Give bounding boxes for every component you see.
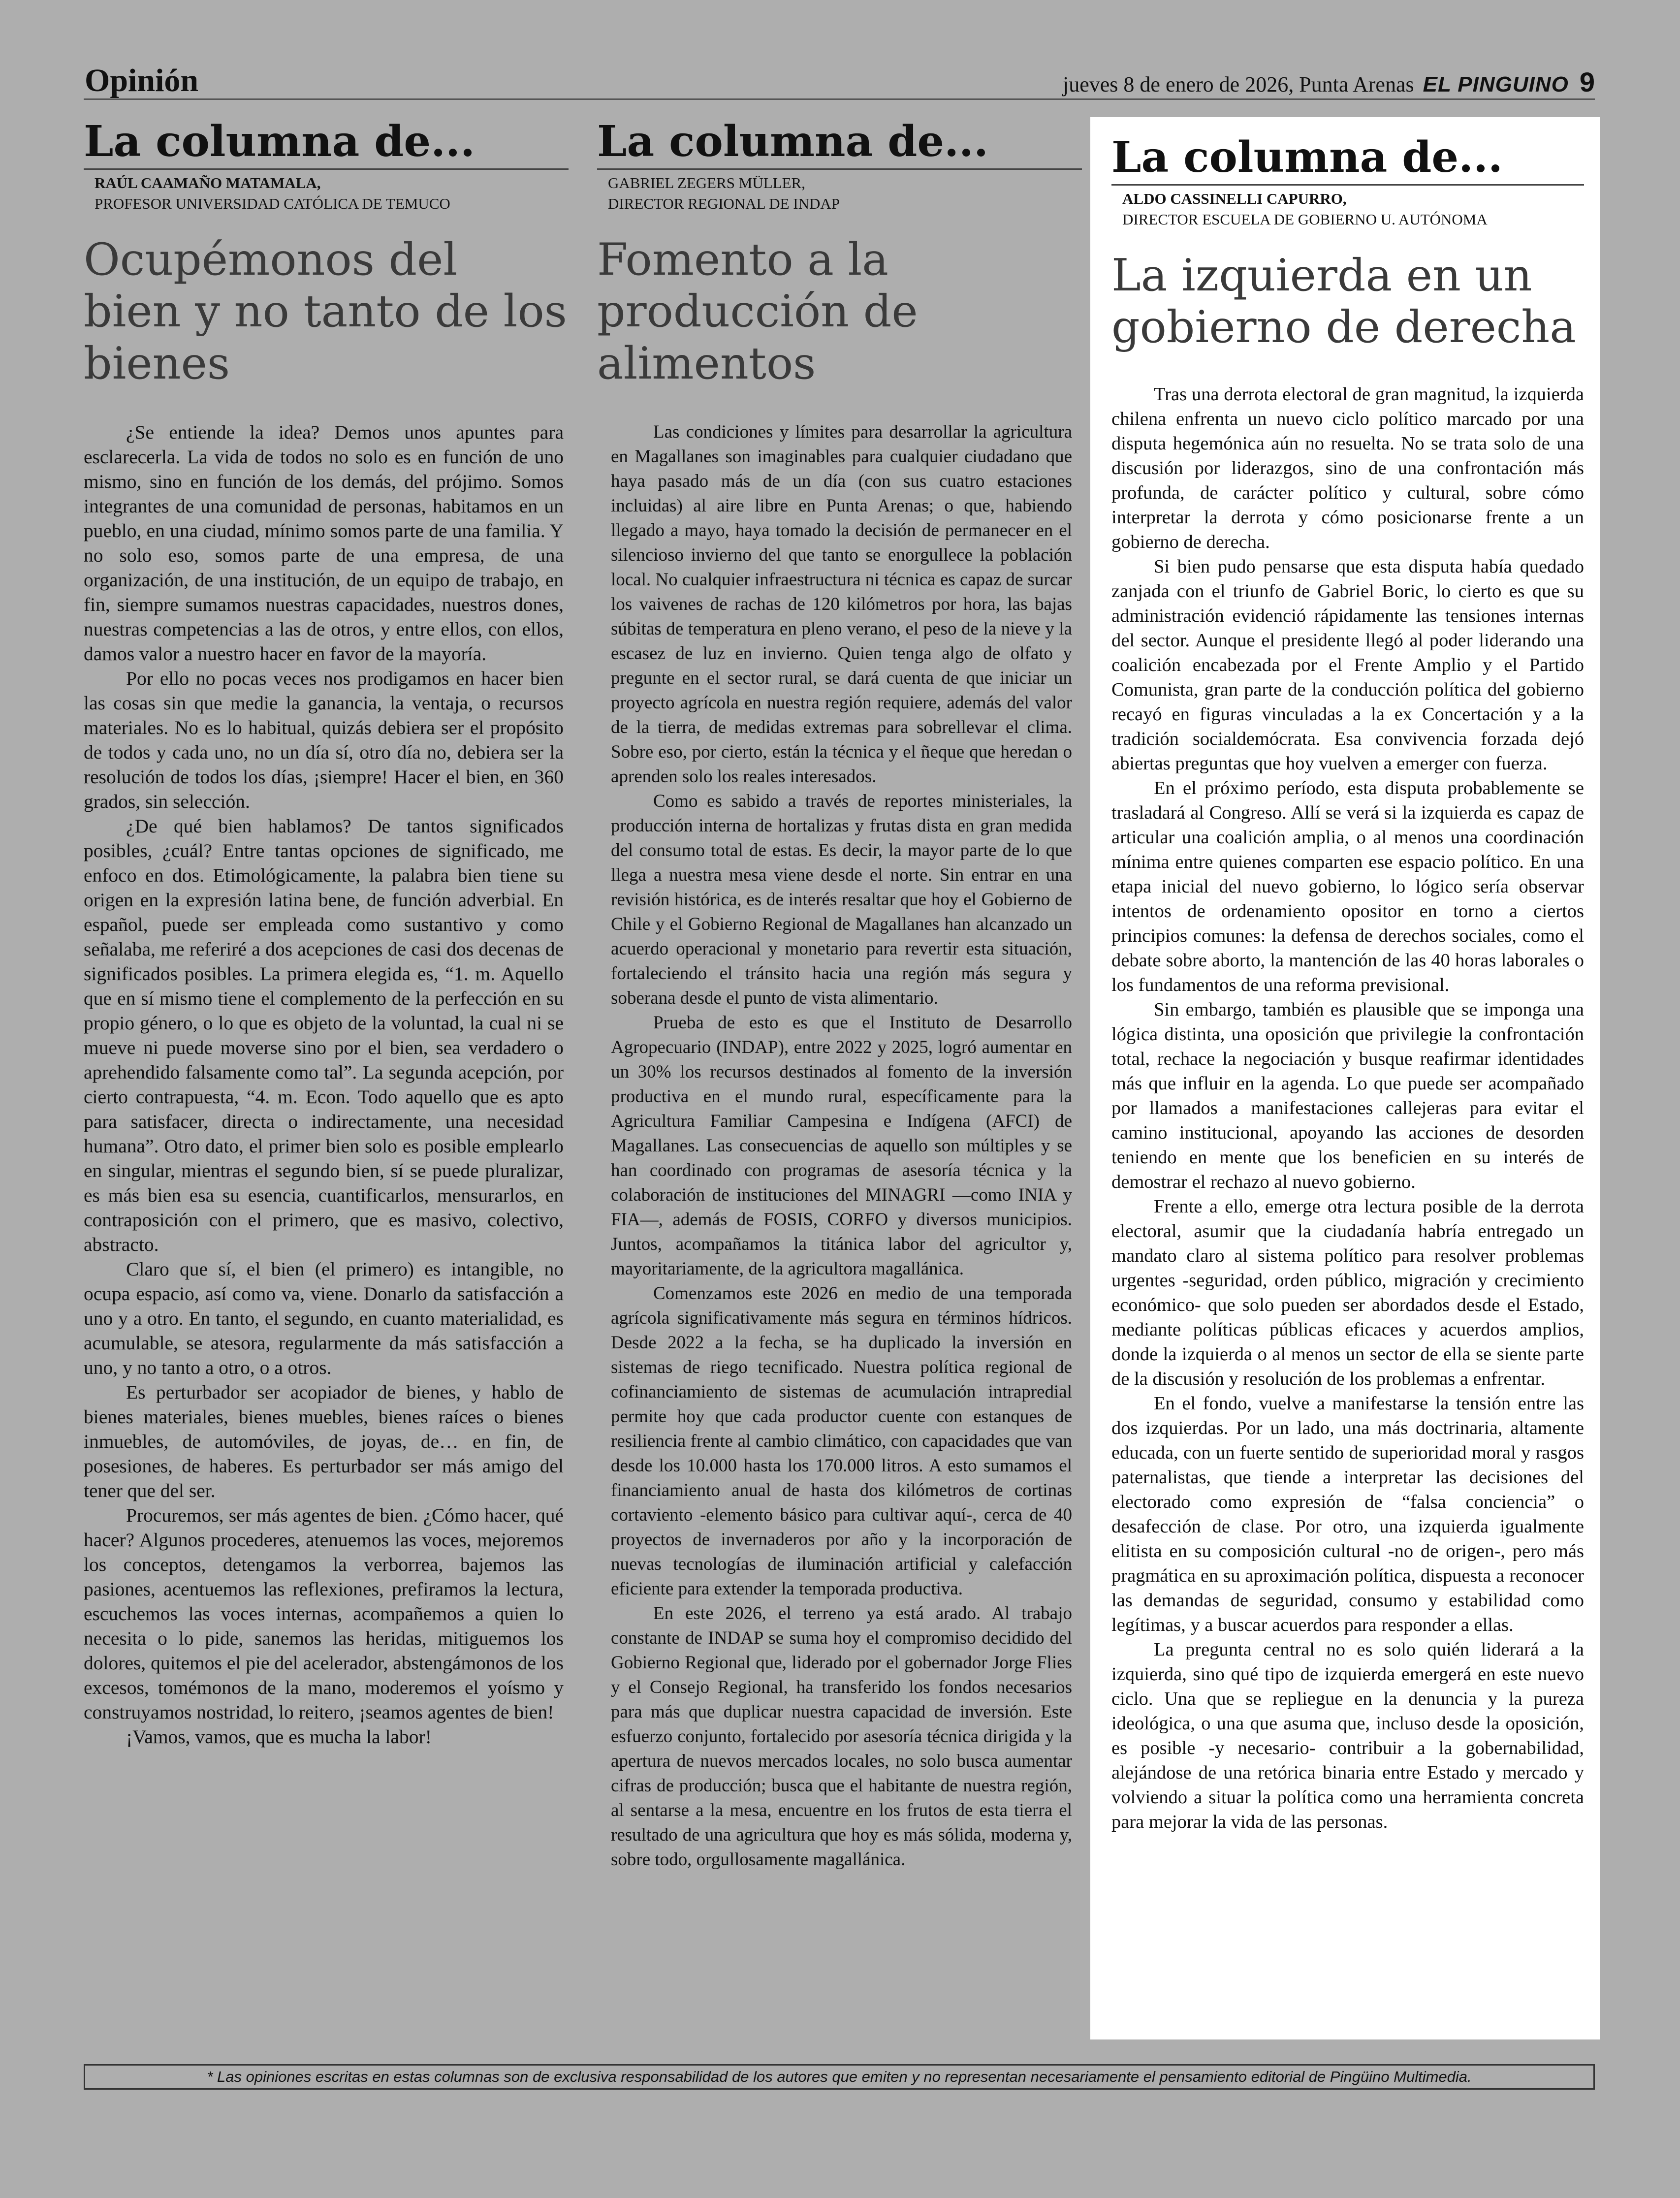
disclaimer-footnote: * Las opiniones escritas en estas columnas son de exclusiva responsabilidad de los autores que emiten y no representan necesariamente el pensamiento editorial de Pingüino Multimedia. [84,2064,1595,2090]
author-byline [1122,189,1584,230]
column-kicker: La columna de... [84,118,569,170]
paragraph: ¿Se entiende la idea? Demos unos apuntes para esclarecerla. La vida de todos no solo es en función de uno mismo, sino en función de los demás, del prójimo. Somos integrantes de una comunidad de personas, habitamos en un pueblo, en una ciudad, mínimo somos parte de una familia. Y no solo eso, somos parte de una empresa, de una organización, de una institución, de un equipo de trabajo, en fin, siempre sumamos nuestras capacidades, nuestros dones, nuestras competencias a las de otros, y entre ellos, con ellos, damos valor a nuestro hacer en favor de la mayoría. [84,421,564,665]
article-headline: La izquierda en un gobierno de derecha [1111,250,1576,353]
paragraph: Es perturbador ser acopiador de bienes, y hablo de bienes materiales, bienes muebles, bienes raíces o bienes inmuebles, de automóviles, de joyas, de… en fin, de posesiones, de haberes. Es perturbador ser más amigo del tener que del ser. [84,1381,564,1501]
paragraph: Tras una derrota electoral de gran magnitud, la izquierda chilena enfrenta un nuevo ciclo político marcado por una disputa hegemónica aún no resuelta. No se trata solo de una discusión por liderazgos, sino de una confrontación más profunda, de carácter político y cultural, sobre cómo interpretar la derrota y cómo posicionarse frente a un gobierno de derecha. [1111,383,1584,552]
paragraph: ¡Vamos, vamos, que es mucha la labor! [126,1725,432,1748]
article-body [84,420,569,1749]
column-1 [84,118,569,2038]
paragraph: Claro que sí, el bien (el primero) es intangible, no ocupa espacio, así como va, viene. Donarlo da satisfacción a uno y a otro. En tanto, el segundo, en cuanto materialidad, es acumulable, se atesora, regularmente da más satisfacción a uno, y no tanto a otro, o a otros. [84,1258,564,1378]
page-header [84,59,1595,100]
author-role: DIRECTOR ESCUELA DE GOBIERNO U. AUTÓNOMA [1122,211,1488,228]
section-title: Opinión [85,63,199,98]
author-name: RAÚL CAAMAÑO MATAMALA, [95,174,321,192]
author-role: PROFESOR UNIVERSIDAD CATÓLICA DE TEMUCO [95,195,450,213]
author-byline [95,173,569,214]
paragraph: ¿De qué bien hablamos? De tantos significados posibles, ¿cuál? Entre tantas opciones de significado, me enfoco en dos. Etimológicamente, la palabra bien tiene su origen en la expresión latina bene, de función adverbial. En español, puede ser empleada como sustantivo y como señalaba, me referiré a dos acepciones de casi dos decenas de significados posibles. La primera elegida es, “1. m. Aquello que en sí mismo tiene el complemento de la perfección en su propio género, o lo que es objeto de la voluntad, la cual ni se mueve ni puede moverse sino por el bien, sea verdadero o aprehendido falsamente como tal”. La segunda acepción, por cierto contrapuesta, “4. m. Econ. Todo aquello que es apto para satisfacer, directa o indirectamente, una necesidad humana”. Otro dato, el primer bien solo es posible emplearlo en singular, mientras el segundo bien, sí se puede pluralizar, es más bien esa su esencia, cuantificarlos, mensurarlos, en contraposición con el primero, que es masivo, colectivo, abstracto. [84,815,564,1255]
article-body [1111,382,1584,1834]
paragraph: Prueba de esto es que el Instituto de Desarrollo Agropecuario (INDAP), entre 2022 y 2025, logró aumentar en un 30% los recursos destinados al fomento de la inversión productiva en el mundo rural, específicamente para la Agricultura Familiar Campesina e Indígena (AFCI) de Magallanes. Las consecuencias de aquello son múltiples y se han coordinado con programas de asesoría técnica y la colaboración de instituciones del MINAGRI —como INIA y FIA—, además de FOSIS, CORFO y diversos municipios. Juntos, acompañamos la titánica labor del agricultor y, mayoritariamente, de la agricultora magallánica. [611,1012,1072,1279]
paragraph: La pregunta central no es solo quién liderará a la izquierda, sino qué tipo de izquierda emergerá en este nuevo ciclo. Una que se repliegue en la denuncia y la pureza ideológica, o una que asuma que, incluso desde la oposición, es posible -y necesario- contribuir a la gobernabilidad, alejándose de una retórica binaria entre Estado y mercado y volviendo a situar la política como una herramienta concreta para mejorar la vida de las personas. [1111,1639,1584,1832]
paragraph: Procuremos, ser más agentes de bien. ¿Cómo hacer, qué hacer? Algunos procederes, atenuemos las voces, mejoremos los conceptos, detengamos la verborrea, bajemos las pasiones, acentuemos las reflexiones, prefiramos la lectura, escuchemos las voces internas, acompañemos a quien lo necesita o lo pide, sanemos las heridas, mitiguemos los dolores, quitemos el pie del acelerador, abstengámonos de los excesos, tomémonos de la mano, moderemos el yoísmo y construyamos nostridad, lo reitero, ¡seamos agentes de bien! [84,1504,564,1723]
paragraph: Comenzamos este 2026 en medio de una temporada agrícola significativamente más segura en términos hídricos. Desde 2022 a la fecha, se ha duplicado la inversión en sistemas de riego tecnificado. Nuestra política regional de cofinanciamiento de sistemas de acumulación intrapredial permite hoy que cada productor cuente con estanques de resiliencia frente al cambio climático, con capacidades que van desde los 10.000 hasta los 170.000 litros. A esto sumamos el financiamiento anual de hasta dos kilómetros de cortinas cortaviento -elemento básico para cultivar aquí-, cerca de 40 proyectos de invernaderos por año y la incorporación de nuevas tecnologías de iluminación artificial y calefacción eficiente para extender la temporada productiva. [611,1283,1072,1599]
author-name: ALDO CASSINELLI CAPURRO, [1122,190,1347,208]
paragraph: Sin embargo, también es plausible que se imponga una lógica distinta, una oposición que privilegie la confrontación total, rechace la negociación y busque reafirmar identidades más que influir en la agenda. Lo que puede ser acompañado por llamados a manifestaciones callejeras para evitar el camino institucional, apoyando las acciones de desorden teniendo en mente que los beneficien en su interés de demostrar el rechazo al nuevo gobierno. [1111,999,1584,1192]
paragraph: Las condiciones y límites para desarrollar la agricultura en Magallanes son imaginables para cualquier ciudadano que haya pasado más de un día (con sus cuatro estaciones incluidas) al aire libre en Punta Arenas; o que, habiendo llegado a mayo, haya tomado la decisión de permanecer en el silencioso invierno del que tanto se enorgullece la población local. No cualquier infraestructura ni técnica es capaz de surcar los vaivenes de rachas de 120 kilómetros por hora, las bajas súbitas de temperatura en pleno verano, el peso de la nieve y la escasez de luz en invierno. Quien tenga algo de olfato y pregunte en el sector rural, se dará cuenta de que iniciar un proyecto agrícola en nuestra región requiere, además del valor de la tierra, de medidas extremas para sobrellevar el clima. Sobre eso, por cierto, están la técnica y el ñeque que heredan o aprenden solo los reales interesados. [611,421,1072,787]
author-role: DIRECTOR REGIONAL DE INDAP [608,195,840,213]
column-2 [597,118,1082,2038]
paragraph: En este 2026, el terreno ya está arado. Al trabajo constante de INDAP se suma hoy el compromiso decidido del Gobierno Regional que, liderado por el gobernador Jorge Flies y el Consejo Regional, ha transferido los fondos necesarios para más que duplicar nuestra capacidad de inversión. Este esfuerzo conjunto, fortalecido por asesoría técnica dirigida y la apertura de nuevos mercados locales, no solo busca aumentar cifras de producción; busca que el habitante de nuestra región, al sentarse a la mesa, encuentre en los frutos de esta tierra el resultado de una agricultura que hoy es más sólida, moderna y, sobre todo, orgullosamente magallánica. [611,1603,1072,1870]
author-name: GABRIEL ZEGERS MÜLLER, [608,174,805,192]
issue-date: jueves 8 de enero de 2026, Punta Arenas [1063,72,1414,96]
author-byline [608,173,1082,214]
paragraph: Si bien pudo pensarse que esta disputa había quedado zanjada con el triunfo de Gabriel Boric, lo cierto es que su administración evidenció rápidamente las tensiones internas del sector. Aunque el presidente llegó al poder liderando una coalición encabezada por el Frente Amplio y el Partido Comunista, gran parte de la conducción política del gobierno recayó en figuras vinculadas a la ex Concertación y a la tradición socialdemócrata. Esa convivencia forzada dejó abiertas preguntas que hoy vuelven a emerger con fuerza. [1111,556,1584,774]
paragraph: En el fondo, vuelve a manifestarse la tensión entre las dos izquierdas. Por un lado, una más doctrinaria, altamente educada, con un fuerte sentido de superioridad moral y rasgos paternalistas, que tiende a interpretar las decisiones del electorado como expresión de “falsa conciencia” o desafección de clase. Por otro, una izquierda igualmente elitista en su composición cultural -no de origen-, pero más pragmática en su aproximación política, dispuesta a reconocer las demandas de seguridad, consumo y estabilidad como legítimas, y a buscar acuerdos para responder a ellas. [1111,1393,1584,1635]
page-number: 9 [1579,66,1595,97]
article-body [597,420,1082,1872]
header-info [1063,66,1595,98]
paragraph: Por ello no pocas veces nos prodigamos en hacer bien las cosas sin que medie la ganancia, la ventaja, o recursos materiales. No es lo habitual, quizás debiera ser el propósito de todos y cada uno, no un día sí, otro día no, debiera ser la resolución de todos los días, ¡siempre! Hacer el bien, en 360 grados, sin selección. [84,667,564,812]
newspaper-logo: EL PINGUINO [1423,72,1569,96]
article-headline: Fomento a la producción de alimentos [597,234,918,389]
column-kicker: La columna de... [597,118,1082,170]
column-kicker: La columna de... [1111,134,1584,186]
column-3 [1090,117,1600,2039]
paragraph: Frente a ello, emerge otra lectura posible de la derrota electoral, asumir que la ciudadanía habría entregado un mandato claro al sistema político para resolver problemas urgentes -seguridad, orden público, migración y crecimiento económico- que solo pueden ser abordados desde el Estado, mediante políticas públicas eficaces y acuerdos amplios, donde la izquierda o al menos un sector de ella se siente parte de la discusión y resolución de los problemas a enfrentar. [1111,1196,1584,1389]
paragraph: En el próximo período, esta disputa probablemente se trasladará al Congreso. Allí se verá si la izquierda es capaz de articular una coalición amplia, o al menos una coordinación mínima entre quienes comparten ese espacio político. En una etapa inicial del nuevo gobierno, lo lógico sería observar intentos de ordenamiento opositor en torno a ciertos principios comunes: la defensa de derechos sociales, como el debate sobre aborto, la mantención de las 40 horas laborales o los fundamentos de una reforma previsional. [1111,777,1584,995]
paragraph: Como es sabido a través de reportes ministeriales, la producción interna de hortalizas y frutas dista en gran medida del consumo total de estas. Es decir, la mayor parte de lo que llega a nuestra mesa viene desde el norte. Sin entrar en una revisión histórica, es de interés resaltar que hoy el Gobierno de Chile y el Gobierno Regional de Magallanes han alcanzado un acuerdo operacional y monetario para revertir esta situación, fortaleciendo el tránsito hacia una región más segura y soberana desde el punto de vista alimentario. [611,791,1072,1008]
article-headline: Ocupémonos del bien y no tanto de los bienes [84,234,567,389]
